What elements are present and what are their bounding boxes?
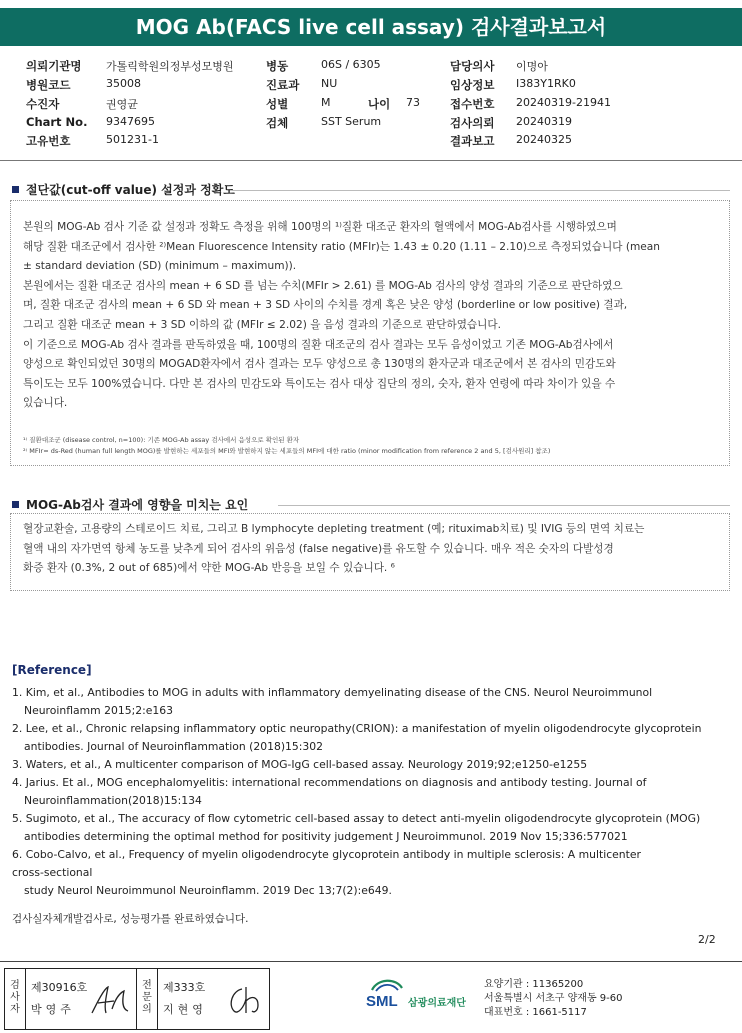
reference-line: 2. Lee, et al., Chronic relapsing inflammatory optic neuropathy(CRION): a manifestation of myelin oligodendrocyte glycoprotein <box>12 722 702 735</box>
heading-rule <box>278 505 730 506</box>
clinical-value: I383Y1RK0 <box>516 77 576 90</box>
logo-abbr: SML <box>366 993 398 1010</box>
text-line: 그리고 질환 대조군 mean + 3 SD 이하의 값 (MFIr ≤ 2.02) 을 음성 결과의 기준으로 판단하였습니다. <box>23 318 502 331</box>
request-date-value: 20240319 <box>516 115 572 128</box>
chart-no-label: Chart No. <box>26 115 88 129</box>
recipient-label: 수진자 <box>26 97 60 111</box>
report-date-value: 20240325 <box>516 133 572 146</box>
accession-value: 20240319-21941 <box>516 96 611 109</box>
clinical-label: 임상정보 <box>450 78 495 92</box>
unique-no-value: 501231-1 <box>106 133 159 146</box>
sex-value: M <box>321 96 331 109</box>
footer-divider <box>0 961 742 962</box>
text-line: 혈액 내의 자가면역 항체 농도를 낮추게 되어 검사의 위음성 (false negative)를 유도할 수 있습니다. 매우 적은 숫자의 다발성경 <box>23 542 614 555</box>
cutoff-box <box>10 200 730 466</box>
text-line: ± standard deviation (SD) (minimum – maximum)). <box>23 260 297 273</box>
text-line: 본원에서는 질환 대조군 검사의 mean + 6 SD 를 넘는 수치(MFIr > 2.61) 를 MOG-Ab 검사의 양성 결과의 기준으로 판단하였으 <box>23 279 623 292</box>
heading-rule <box>232 190 730 191</box>
request-date-label: 검사의뢰 <box>450 116 495 130</box>
report-date-label: 결과보고 <box>450 134 495 148</box>
cutoff-paragraph <box>23 218 723 414</box>
factors-section-heading <box>12 496 248 513</box>
examiner-license: 제30916호 <box>31 981 88 994</box>
organization-address: 서울특별시 서초구 양재동 9-60 <box>484 993 623 1004</box>
hospital-code-value: 35008 <box>106 77 141 90</box>
ward-value: 06S / 6305 <box>321 58 381 71</box>
cutoff-section-heading <box>12 181 235 198</box>
footnote-2: ²⁾ MFIr= ds-Red (human full length MOG)를 발현하는 세포들의 MFI와 발현하지 않는 세포들의 MFI에 대한 ratio (minor modification from reference 2 and 5, [검사원리] 참조) <box>23 447 551 455</box>
heading-square-icon <box>12 501 19 508</box>
vertical-char: 자 <box>10 1004 20 1015</box>
hospital-code-label: 병원코드 <box>26 78 71 92</box>
vertical-char: 문 <box>142 992 152 1003</box>
report-title: MOG Ab(FACS live cell assay) 검사결과보고서 <box>0 8 742 46</box>
recipient-value: 권영균 <box>106 98 138 111</box>
vertical-char: 전 <box>142 980 152 991</box>
vertical-char: 검 <box>10 980 20 991</box>
doctor-label: 담당의사 <box>450 59 495 73</box>
reference-line: antibodies. Journal of Neuroinflammation (2018)15:302 <box>24 740 324 753</box>
reference-line: antibodies determining the optimal method for positivity judgement J Neuroimmunol. 2019 Nov 15;336:577021 <box>24 830 628 843</box>
heading-square-icon <box>12 186 19 193</box>
vertical-char: 사 <box>10 992 20 1003</box>
reference-list <box>12 684 701 900</box>
text-line: 본원의 MOG-Ab 검사 기준 값 설정과 정확도 측정을 위해 100명의 ¹⁾질환 대조군 환자의 혈액에서 MOG-Ab검사를 시행하였으며 <box>23 221 617 233</box>
agency-code: 요양기관 : 11365200 <box>484 979 584 990</box>
approver-vertical-label <box>137 969 158 1029</box>
reference-line: 1. Kim, et al., Antibodies to MOG in adults with inflammatory demyelinating disease of the CNS. Neurol Neuroimmunol <box>12 686 653 699</box>
examiner-vertical-label <box>5 969 26 1029</box>
reference-line: Neuroinflamm 2015;2:e163 <box>24 704 173 717</box>
text-line: 해당 질환 대조군에서 검사한 ²⁾Mean Fluorescence Intensity ratio (MFIr)는 1.43 ± 0.20 (1.11 – 2.10)으로 측정되었습니다 (mean <box>23 240 660 253</box>
logo-mark-icon <box>366 976 478 1016</box>
approver-signature-icon <box>224 981 264 1019</box>
text-line: 혈장교환술, 고용량의 스테로이드 치료, 그리고 B lymphocyte depleting treatment (예; rituximab치료) 및 IVIG 등의 면역 치료는 <box>23 523 645 535</box>
institution-value: 가톨릭학원의정부성모병원 <box>106 60 234 73</box>
logo-name: 삼광의료재단 <box>408 998 466 1009</box>
age-value: 73 <box>406 96 420 109</box>
header-divider <box>0 160 742 161</box>
factors-box <box>10 513 730 591</box>
ward-label: 병동 <box>266 59 289 73</box>
factors-heading-text: MOG-Ab검사 결과에 영향을 미치는 요인 <box>26 498 249 512</box>
text-line: 양성으로 확인되었던 30명의 MOGAD환자에서 검사 결과는 모두 양성으로 총 130명의 환자군과 대조군에서 본 검사의 민감도와 <box>23 358 616 371</box>
cutoff-heading-text: 절단값(cut-off value) 설정과 정확도 <box>26 183 235 197</box>
dept-value: NU <box>321 77 338 90</box>
examiner-signature-icon <box>88 983 132 1019</box>
organization-info <box>484 978 623 1020</box>
institution-label: 의뢰기관명 <box>26 59 82 73</box>
footnote-1: ¹⁾ 질환대조군 (disease control, n=100): 기존 MOG-Ab assay 검사에서 음성으로 확인된 환자 <box>23 436 300 444</box>
reference-line: 3. Waters, et al., A multicenter comparison of MOG-IgG cell-based assay. Neurology 2019;92;e1250-e1255 <box>12 758 588 771</box>
examiner-name: 박영주 <box>31 1003 75 1016</box>
page-number: 2/2 <box>698 933 716 946</box>
reference-line: 4. Jarius. Et al., MOG encephalomyelitis: international recommendations on diagnosis and antibody testing. Journal of <box>12 776 647 789</box>
sml-logo <box>366 976 478 1020</box>
text-line: 며, 질환 대조군 검사의 mean + 6 SD 와 mean + 3 SD 사이의 수치를 경계 혹은 낮은 양성 (borderline or low positive) 결과, <box>23 299 628 312</box>
vertical-char: 의 <box>142 1004 152 1015</box>
specimen-label: 검체 <box>266 116 289 130</box>
validation-note: 검사실자체개발검사로, 성능평가를 완료하였습니다. <box>12 913 249 925</box>
signature-block <box>4 968 270 1030</box>
chart-no-value: 9347695 <box>106 115 155 128</box>
organization-phone: 대표번호 : 1661-5117 <box>484 1007 587 1018</box>
accession-label: 접수번호 <box>450 97 495 111</box>
reference-line: cross-sectional <box>12 866 93 879</box>
text-line: 화증 환자 (0.3%, 2 out of 685)에서 약한 MOG-Ab 반응을 보일 수 있습니다. ⁶ <box>23 562 395 575</box>
approver-name: 지현영 <box>163 1003 207 1016</box>
text-line: 있습니다. <box>23 397 68 410</box>
factors-paragraph <box>23 520 723 579</box>
specimen-value: SST Serum <box>321 115 382 128</box>
approver-cell <box>158 969 268 1029</box>
reference-line: Neuroinflammation(2018)15:134 <box>24 794 202 807</box>
age-label: 나이 <box>368 97 391 111</box>
reference-heading: [Reference] <box>12 663 92 677</box>
reference-line: 6. Cobo-Calvo, et al., Frequency of myelin oligodendrocyte glycoprotein antibody in multiple sclerosis: A multicenter <box>12 848 641 861</box>
reference-line: 5. Sugimoto, et al., The accuracy of flow cytometric cell-based assay to detect anti-myelin oligodendrocyte glycoprotein (MOG) <box>12 812 701 825</box>
reference-line: study Neurol Neuroimmunol Neuroinflamm. 2019 Dec 13;7(2):e649. <box>24 884 392 897</box>
doctor-value: 이명아 <box>516 60 548 73</box>
examiner-cell <box>26 969 137 1029</box>
sex-label: 성별 <box>266 97 289 111</box>
approver-license: 제333호 <box>163 981 206 994</box>
dept-label: 진료과 <box>266 78 300 92</box>
text-line: 이 기준으로 MOG-Ab 검사 결과를 판독하였을 때, 100명의 질환 대조군의 검사 결과는 모두 음성이었고 기존 MOG-Ab검사에서 <box>23 338 614 351</box>
text-line: 특이도는 모두 100%였습니다. 다만 본 검사의 민감도와 특이도는 검사 대상 집단의 정의, 숫자, 환자 연령에 따라 차이가 있을 수 <box>23 377 616 390</box>
unique-no-label: 고유번호 <box>26 134 71 148</box>
